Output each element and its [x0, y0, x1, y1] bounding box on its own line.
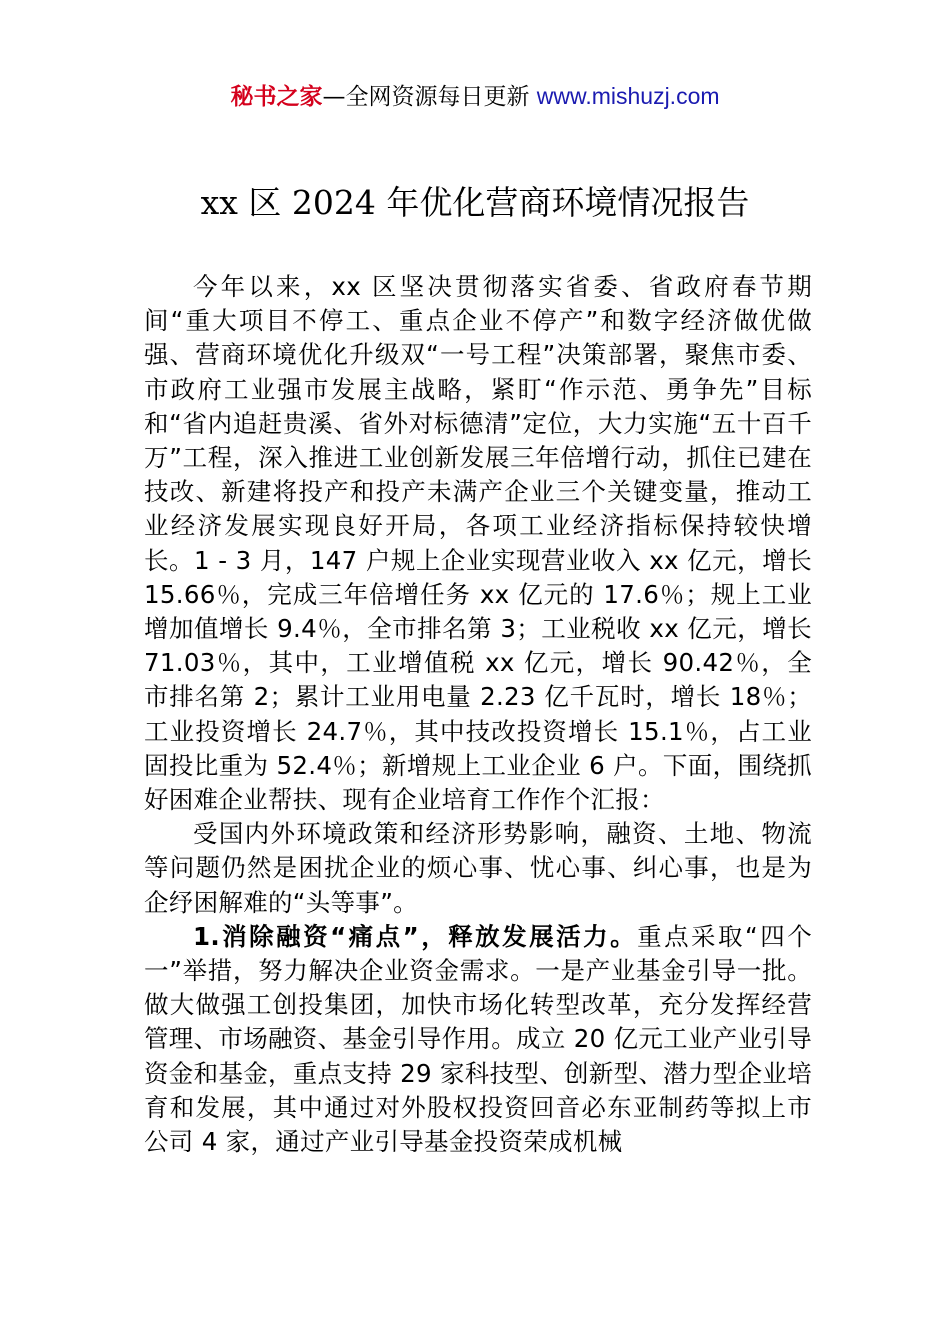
section-1-text: 重点采取“四个一”举措，努力解决企业资金需求。一是产业基金引导一批。做大做强工创投集团，加快市场化转型改革，充分发挥经营管理、市场融资、基金引导作用。成立 20 亿元工业产业引导资金和基金，重点支持 29 家科技型、创新型、潜力型企业培育和发展，其中通过对外股权投资回音必东亚制药等拟上市公司 4 家，通过产业引导基金投资荣成机械	[144, 921, 812, 1157]
context-paragraph: 受国内外环境政策和经济形势影响，融资、土地、物流等问题仍然是困扰企业的烦心事、忧心事、纠心事，也是为企纾困解难的“头等事”。	[144, 819, 812, 917]
section-1-heading: 1.消除融资“痛点”，释放发展活力。	[193, 921, 638, 951]
section-1-paragraph	[144, 920, 812, 1159]
site-header	[0, 80, 950, 113]
document-body	[144, 270, 812, 1159]
site-slogan: —全网资源每日更新	[322, 84, 537, 110]
document-title: xx 区 2024 年优化营商环境情况报告	[200, 183, 750, 222]
site-brand: 秘书之家	[230, 84, 323, 110]
intro-paragraph: 今年以来，xx 区坚决贯彻落实省委、省政府春节期间“重大项目不停工、重点企业不停产”和数字经济做优做强、营商环境优化升级双“一号工程”决策部署，聚焦市委、市政府工业强市发展主战略，紧盯“作示范、勇争先”目标和“省内追赶贵溪、省外对标德清”定位，大力实施“五十百千万”工程，深入推进工业创新发展三年倍增行动，抓住已建在技改、新建将投产和投产未满产企业三个关键变量，推动工业经济发展实现良好开局，各项工业经济指标保持较快增长。1 - 3 月，147 户规上企业实现营业收入 xx 亿元，增长 15.66％，完成三年倍增任务 xx 亿元的 17.6％；规上工业增加值增长 9.4％，全市排名第 3；工业税收 xx 亿元，增长 71.03％，其中，工业增值税 xx 亿元，增长 90.42％，全市排名第 2；累计工业用电量 2.23 亿千瓦时，增长 18％；工业投资增长 24.7％，其中技改投资增长 15.1％，占工业固投比重为 52.4％；新增规上工业企业 6 户。下面，围绕抓好困难企业帮扶、现有企业培育工作作个汇报：	[144, 272, 812, 815]
site-url-link[interactable]: www.mishuzj.com	[536, 83, 720, 109]
